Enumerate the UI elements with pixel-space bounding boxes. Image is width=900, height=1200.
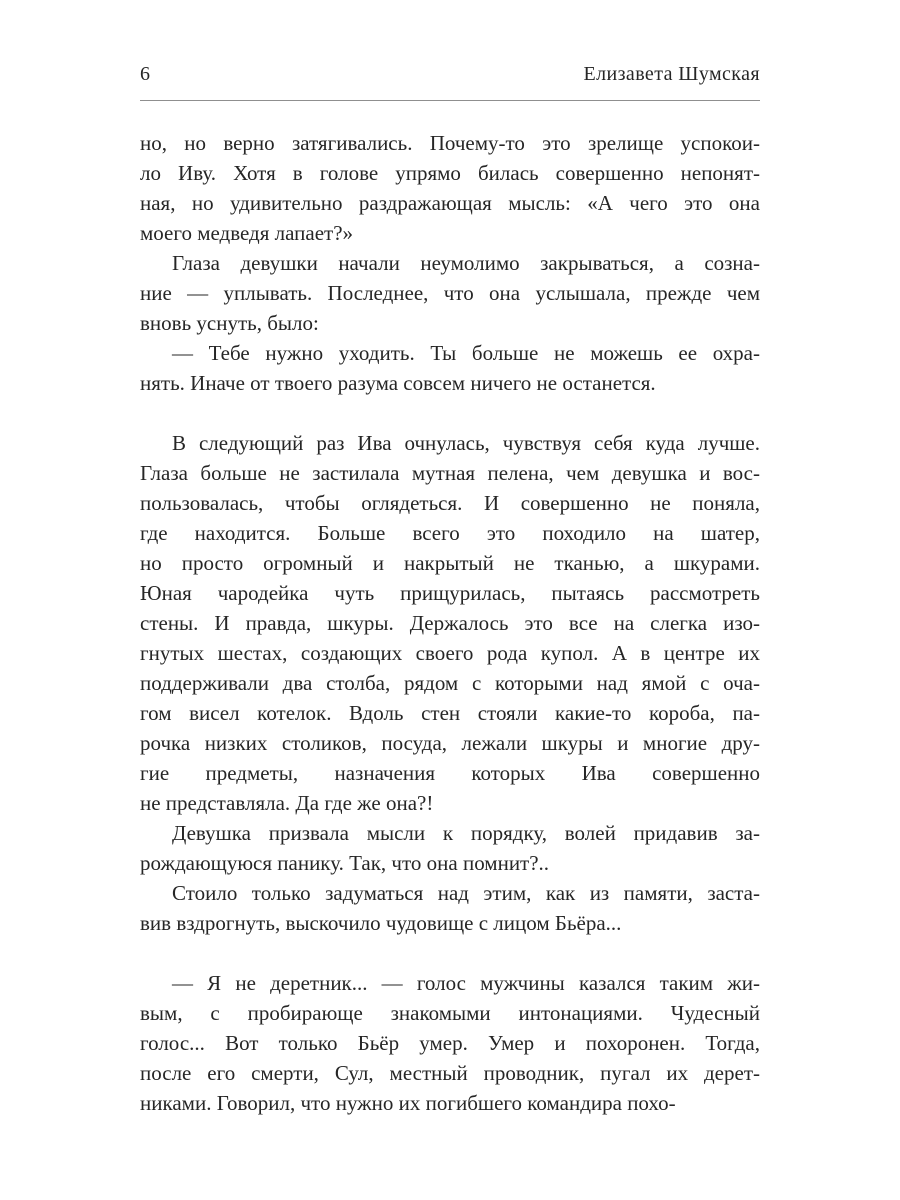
running-header bbox=[140, 63, 760, 86]
text-line: Девушка призвала мысли к порядку, волей придавив за- bbox=[172, 821, 760, 845]
paragraph bbox=[140, 968, 760, 1118]
text-line: Глаза девушки начали неумолимо закрываться, а созна- bbox=[172, 251, 760, 275]
text-line: — Тебе нужно уходить. Ты больше не можешь ее охра- bbox=[172, 341, 760, 365]
text-line: вым, с пробирающе знакомыми интонациями. Чудесный bbox=[140, 1001, 760, 1025]
header-rule bbox=[140, 100, 760, 101]
text-line: пользовалась, чтобы оглядеться. И совершенно не поняла, bbox=[140, 491, 760, 515]
paragraph bbox=[140, 338, 760, 398]
text-line: моего медведя лапает?» bbox=[140, 221, 354, 245]
text-line: рождающуюся панику. Так, что она помнит?.. bbox=[140, 851, 550, 875]
text-line: стены. И правда, шкуры. Держалось это все на слегка изо- bbox=[140, 611, 760, 635]
text-line: ло Иву. Хотя в голове упрямо билась совершенно непонят- bbox=[140, 161, 760, 185]
text-line: Глаза больше не застилала мутная пелена, чем девушка и вос- bbox=[140, 461, 760, 485]
text-line: гом висел котелок. Вдоль стен стояли какие-то короба, па- bbox=[140, 701, 760, 725]
paragraph bbox=[140, 428, 760, 818]
text-line: ние — уплывать. Последнее, что она услышала, прежде чем bbox=[140, 281, 760, 305]
text-line: вив вздрогнуть, выскочило чудовище с лицом Бьёра... bbox=[140, 911, 622, 935]
text-line: не представляла. Да где же она?! bbox=[140, 791, 434, 815]
text-line: В следующий раз Ива очнулась, чувствуя себя куда лучше. bbox=[172, 431, 760, 455]
page-body bbox=[140, 128, 760, 1118]
page-number: 6 bbox=[140, 63, 151, 85]
text-line: ная, но удивительно раздражающая мысль: «А чего это она bbox=[140, 191, 760, 215]
text-line: вновь уснуть, было: bbox=[140, 311, 319, 335]
paragraph bbox=[140, 128, 760, 248]
text-line: где находится. Больше всего это походило на шатер, bbox=[140, 521, 760, 545]
text-line: поддерживали два столба, рядом с которыми над ямой с оча- bbox=[140, 671, 760, 695]
header-author: Елизавета Шумская bbox=[583, 63, 760, 85]
text-line: Юная чародейка чуть прищурилась, пытаясь рассмотреть bbox=[140, 581, 760, 605]
text-line: но просто огромный и накрытый не тканью, а шкурами. bbox=[140, 551, 760, 575]
text-line: но, но верно затягивались. Почему-то это зрелище успокои- bbox=[140, 131, 760, 155]
paragraph bbox=[140, 818, 760, 878]
text-line: — Я не деретник... — голос мужчины казался таким жи- bbox=[172, 971, 760, 995]
text-line: гнутых шестах, создающих своего рода купол. А в центре их bbox=[140, 641, 760, 665]
paragraph bbox=[140, 878, 760, 938]
text-line: никами. Говорил, что нужно их погибшего командира похо- bbox=[140, 1091, 676, 1115]
text-line: голос... Вот только Бьёр умер. Умер и похоронен. Тогда, bbox=[140, 1031, 760, 1055]
text-line: рочка низких столиков, посуда, лежали шкуры и многие дру- bbox=[140, 731, 760, 755]
text-line: нять. Иначе от твоего разума совсем ничего не останется. bbox=[140, 371, 656, 395]
text-line: Стоило только задуматься над этим, как из памяти, заста- bbox=[172, 881, 760, 905]
text-line: гие предметы, назначения которых Ива совершенно bbox=[140, 761, 760, 785]
paragraph bbox=[140, 248, 760, 338]
text-line: после его смерти, Сул, местный проводник, пугал их дерет- bbox=[140, 1061, 760, 1085]
